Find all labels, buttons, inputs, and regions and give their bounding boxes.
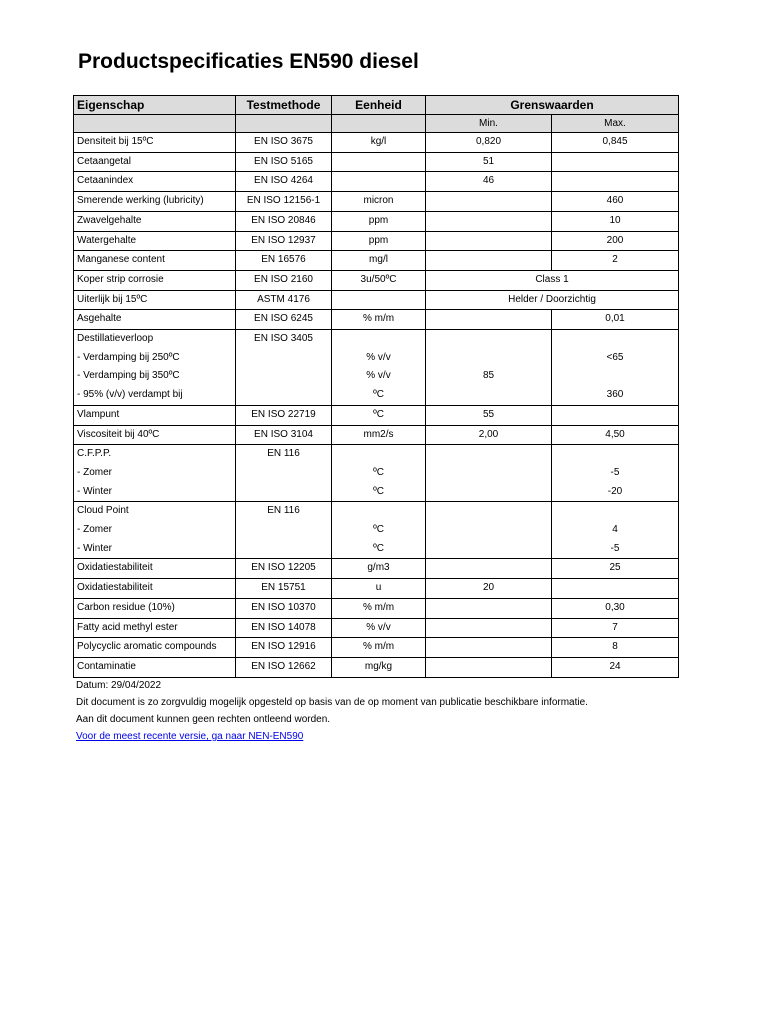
- cell-property: Carbon residue (10%): [74, 598, 236, 618]
- cell-unit: ºC: [332, 405, 426, 425]
- cell-property: Manganese content: [74, 251, 236, 271]
- cell-unit: % v/v: [332, 349, 426, 368]
- cell-min: [426, 330, 552, 349]
- cell-min: 2,00: [426, 425, 552, 445]
- cell-unit: ºC: [332, 540, 426, 559]
- cell-property: Contaminatie: [74, 657, 236, 677]
- table-row: [74, 483, 679, 502]
- table-row: [74, 638, 679, 658]
- cell-min: [426, 231, 552, 251]
- cell-property: - 95% (v/v) verdampt bij: [74, 386, 236, 405]
- cell-min: [426, 386, 552, 405]
- cell-method: [236, 464, 332, 483]
- cell-max: 10: [552, 211, 679, 231]
- table-row: [74, 172, 679, 192]
- cell-limit-value: Class 1: [426, 270, 679, 290]
- cell-method: EN ISO 22719: [236, 405, 332, 425]
- cell-min: [426, 251, 552, 271]
- cell-property: - Zomer: [74, 521, 236, 540]
- header-testmethode: Testmethode: [236, 96, 332, 115]
- table-row: [74, 386, 679, 405]
- cell-max: [552, 502, 679, 521]
- table-row: [74, 618, 679, 638]
- cell-min: 85: [426, 367, 552, 386]
- table-row: [74, 192, 679, 212]
- cell-method: EN 116: [236, 502, 332, 521]
- cell-max: 0,30: [552, 598, 679, 618]
- table-row: [74, 598, 679, 618]
- cell-method: EN ISO 3675: [236, 133, 332, 153]
- cell-unit: u: [332, 579, 426, 599]
- cell-min: [426, 521, 552, 540]
- table-row: [74, 540, 679, 559]
- table-row: [74, 270, 679, 290]
- cell-min: 51: [426, 152, 552, 172]
- cell-property: Densiteit bij 15ºC: [74, 133, 236, 153]
- cell-max: 460: [552, 192, 679, 212]
- cell-property: - Winter: [74, 540, 236, 559]
- cell-method: EN ISO 12937: [236, 231, 332, 251]
- cell-method: [236, 521, 332, 540]
- cell-max: 0,01: [552, 310, 679, 330]
- table-row: [74, 579, 679, 599]
- cell-unit: ºC: [332, 483, 426, 502]
- cell-min: [426, 598, 552, 618]
- cell-method: EN ISO 12662: [236, 657, 332, 677]
- cell-max: -5: [552, 540, 679, 559]
- cell-property: Viscositeit bij 40ºC: [74, 425, 236, 445]
- cell-limit-value: Helder / Doorzichtig: [426, 290, 679, 310]
- cell-min: [426, 445, 552, 464]
- header-grenswaarden: Grenswaarden: [426, 96, 679, 115]
- subheader-max: Max.: [552, 115, 679, 133]
- cell-max: [552, 579, 679, 599]
- cell-property: - Winter: [74, 483, 236, 502]
- subheader-blank: [236, 115, 332, 133]
- cell-unit: ºC: [332, 521, 426, 540]
- table-row: [74, 521, 679, 540]
- cell-min: 55: [426, 405, 552, 425]
- table-row: [74, 133, 679, 153]
- cell-max: [552, 152, 679, 172]
- cell-method: EN ISO 3405: [236, 330, 332, 349]
- cell-max: -20: [552, 483, 679, 502]
- cell-max: [552, 367, 679, 386]
- cell-method: EN ISO 20846: [236, 211, 332, 231]
- cell-max: [552, 445, 679, 464]
- cell-property: Cloud Point: [74, 502, 236, 521]
- table-row: [74, 367, 679, 386]
- cell-max: 2: [552, 251, 679, 271]
- cell-property: - Verdamping bij 350ºC: [74, 367, 236, 386]
- cell-method: EN ISO 2160: [236, 270, 332, 290]
- cell-method: [236, 386, 332, 405]
- cell-method: EN ISO 12205: [236, 559, 332, 579]
- subheader-blank: [74, 115, 236, 133]
- cell-property: - Zomer: [74, 464, 236, 483]
- cell-min: 20: [426, 579, 552, 599]
- cell-method: EN 116: [236, 445, 332, 464]
- cell-property: C.F.P.P.: [74, 445, 236, 464]
- cell-property: - Verdamping bij 250ºC: [74, 349, 236, 368]
- table-row: [74, 211, 679, 231]
- table-row: [74, 559, 679, 579]
- cell-method: EN ISO 5165: [236, 152, 332, 172]
- cell-property: Watergehalte: [74, 231, 236, 251]
- cell-max: [552, 172, 679, 192]
- cell-max: 24: [552, 657, 679, 677]
- cell-method: EN ISO 14078: [236, 618, 332, 638]
- cell-max: 25: [552, 559, 679, 579]
- cell-min: [426, 464, 552, 483]
- cell-unit: mm2/s: [332, 425, 426, 445]
- cell-unit: micron: [332, 192, 426, 212]
- cell-unit: % m/m: [332, 638, 426, 658]
- cell-unit: % v/v: [332, 618, 426, 638]
- cell-min: [426, 638, 552, 658]
- table-row: [74, 445, 679, 464]
- table-row: [74, 290, 679, 310]
- cell-method: ASTM 4176: [236, 290, 332, 310]
- cell-method: EN ISO 12156-1: [236, 192, 332, 212]
- cell-min: [426, 502, 552, 521]
- cell-min: [426, 540, 552, 559]
- cell-method: EN 15751: [236, 579, 332, 599]
- subheader-min: Min.: [426, 115, 552, 133]
- cell-method: EN ISO 3104: [236, 425, 332, 445]
- cell-max: 4,50: [552, 425, 679, 445]
- cell-unit: [332, 445, 426, 464]
- cell-min: [426, 657, 552, 677]
- cell-method: [236, 540, 332, 559]
- cell-unit: % m/m: [332, 598, 426, 618]
- cell-max: [552, 405, 679, 425]
- cell-min: [426, 192, 552, 212]
- table-row: [74, 231, 679, 251]
- cell-method: EN ISO 12916: [236, 638, 332, 658]
- cell-max: 360: [552, 386, 679, 405]
- table-row: [74, 349, 679, 368]
- cell-unit: [332, 172, 426, 192]
- cell-max: 8: [552, 638, 679, 658]
- cell-max: [552, 330, 679, 349]
- table-row: [74, 152, 679, 172]
- table-row: [74, 657, 679, 677]
- cell-unit: ºC: [332, 386, 426, 405]
- cell-unit: [332, 330, 426, 349]
- footer-date: Datum: 29/04/2022: [76, 680, 162, 691]
- cell-max: 7: [552, 618, 679, 638]
- cell-min: [426, 310, 552, 330]
- cell-method: EN ISO 10370: [236, 598, 332, 618]
- cell-unit: kg/l: [332, 133, 426, 153]
- cell-min: 0,820: [426, 133, 552, 153]
- cell-method: EN 16576: [236, 251, 332, 271]
- table-row: [74, 425, 679, 445]
- cell-property: Smerende werking (lubricity): [74, 192, 236, 212]
- cell-unit: [332, 290, 426, 310]
- cell-property: Asgehalte: [74, 310, 236, 330]
- table-row: [74, 330, 679, 349]
- header-eenheid: Eenheid: [332, 96, 426, 115]
- cell-min: [426, 483, 552, 502]
- table-row: [74, 502, 679, 521]
- cell-max: -5: [552, 464, 679, 483]
- cell-max: 0,845: [552, 133, 679, 153]
- cell-unit: mg/l: [332, 251, 426, 271]
- footer-rights: Aan dit document kunnen geen rechten ontleend worden.: [76, 714, 331, 725]
- table-row: [74, 464, 679, 483]
- cell-max: <65: [552, 349, 679, 368]
- cell-property: Uiterlijk bij 15ºC: [74, 290, 236, 310]
- cell-method: [236, 483, 332, 502]
- cell-property: Destillatieverloop: [74, 330, 236, 349]
- cell-min: [426, 211, 552, 231]
- cell-unit: [332, 502, 426, 521]
- page-title: Productspecificaties EN590 diesel: [78, 50, 419, 73]
- cell-property: Zwavelgehalte: [74, 211, 236, 231]
- cell-unit: ºC: [332, 464, 426, 483]
- table-row: [74, 251, 679, 271]
- header-eigenschap: Eigenschap: [74, 96, 236, 115]
- table-row: [74, 405, 679, 425]
- cell-min: 46: [426, 172, 552, 192]
- footer: [76, 677, 588, 745]
- cell-unit: mg/kg: [332, 657, 426, 677]
- cell-unit: % m/m: [332, 310, 426, 330]
- cell-max: 4: [552, 521, 679, 540]
- cell-max: 200: [552, 231, 679, 251]
- footer-disclaimer: Dit document is zo zorgvuldig mogelijk opgesteld op basis van de op moment van publicatie beschikbare informatie.: [76, 697, 588, 708]
- cell-method: EN ISO 6245: [236, 310, 332, 330]
- cell-unit: ppm: [332, 231, 426, 251]
- nen-en590-link[interactable]: Voor de meest recente versie, ga naar NEN-EN590: [76, 731, 304, 742]
- cell-min: [426, 349, 552, 368]
- cell-unit: % v/v: [332, 367, 426, 386]
- cell-unit: [332, 152, 426, 172]
- cell-unit: ppm: [332, 211, 426, 231]
- cell-method: EN ISO 4264: [236, 172, 332, 192]
- cell-property: Vlampunt: [74, 405, 236, 425]
- cell-property: Oxidatiestabiliteit: [74, 559, 236, 579]
- spec-table: [73, 95, 679, 678]
- subheader-blank: [332, 115, 426, 133]
- cell-property: Cetaangetal: [74, 152, 236, 172]
- cell-property: Oxidatiestabiliteit: [74, 579, 236, 599]
- cell-method: [236, 349, 332, 368]
- cell-method: [236, 367, 332, 386]
- cell-property: Fatty acid methyl ester: [74, 618, 236, 638]
- table-row: [74, 310, 679, 330]
- cell-property: Polycyclic aromatic compounds: [74, 638, 236, 658]
- cell-unit: 3u/50ºC: [332, 270, 426, 290]
- cell-min: [426, 559, 552, 579]
- cell-min: [426, 618, 552, 638]
- cell-property: Cetaanindex: [74, 172, 236, 192]
- cell-property: Koper strip corrosie: [74, 270, 236, 290]
- cell-unit: g/m3: [332, 559, 426, 579]
